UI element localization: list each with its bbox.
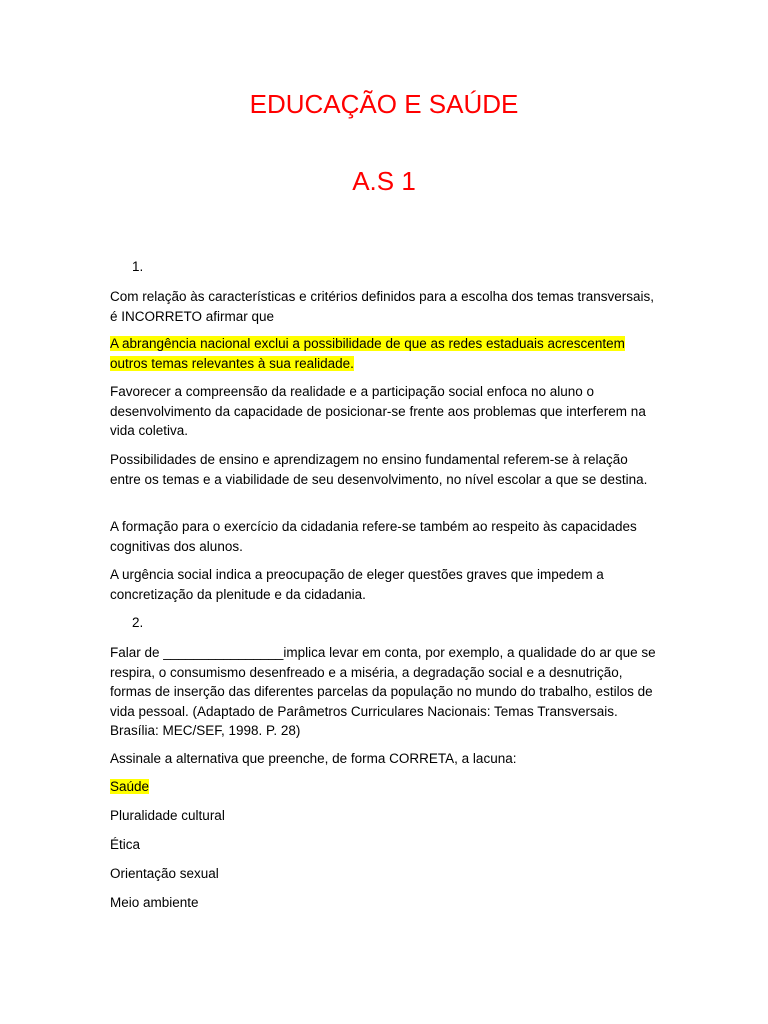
question-2-option-2: Pluralidade cultural	[110, 808, 225, 823]
question-1-option-4: A formação para o exercício da cidadania refere-se também ao respeito às capacidades cognitivas dos alunos.	[110, 519, 637, 554]
question-2-stem: Falar de ________________implica levar em conta, por exemplo, a qualidade do ar que se respira, o consumismo desenfreado e a miséria, a degradação social e a desnutrição, formas de inserção das diferentes parcelas da população no mundo do trabalho, estilos de vida pessoal. (Adaptado de Parâmetros Curriculares Nacionais: Temas Transversais. Brasília: MEC/SEF, 1998. P. 28)	[110, 645, 656, 738]
page-subtitle: A.S 1	[352, 166, 416, 196]
question-1-option-1	[110, 334, 658, 373]
highlighted-answer: Saúde	[110, 779, 150, 794]
question-2-number: 2.	[132, 615, 144, 630]
question-2-option-5: Meio ambiente	[110, 895, 199, 910]
question-1-option-2: Favorecer a compreensão da realidade e a participação social enfoca no aluno o desenvolvimento da capacidade de posicionar-se frente aos problemas que interferem na vida coletiva.	[110, 384, 646, 438]
question-2-option-4: Orientação sexual	[110, 866, 219, 881]
question-1-option-3: Possibilidades de ensino e aprendizagem no ensino fundamental referem-se à relação entre os temas e a viabilidade de seu desenvolvimento, no nível escolar a que se destina.	[110, 452, 648, 487]
question-1-stem: Com relação às características e critérios definidos para a escolha dos temas transversais, é INCORRETO afirmar que	[110, 289, 654, 324]
highlighted-answer: A abrangência nacional exclui a possibilidade de que as redes estaduais acrescentem outros temas relevantes à sua realidade.	[110, 336, 625, 371]
page-title: EDUCAÇÃO E SAÚDE	[249, 89, 519, 119]
question-2-option-3: Ética	[110, 837, 141, 852]
question-2-option-1	[110, 777, 149, 796]
question-1-option-5: A urgência social indica a preocupação de eleger questões graves que impedem a concretização da plenitude e da cidadania.	[110, 567, 604, 602]
question-2-instruction: Assinale a alternativa que preenche, de forma CORRETA, a lacuna:	[110, 751, 517, 766]
question-1-number: 1.	[132, 259, 144, 274]
